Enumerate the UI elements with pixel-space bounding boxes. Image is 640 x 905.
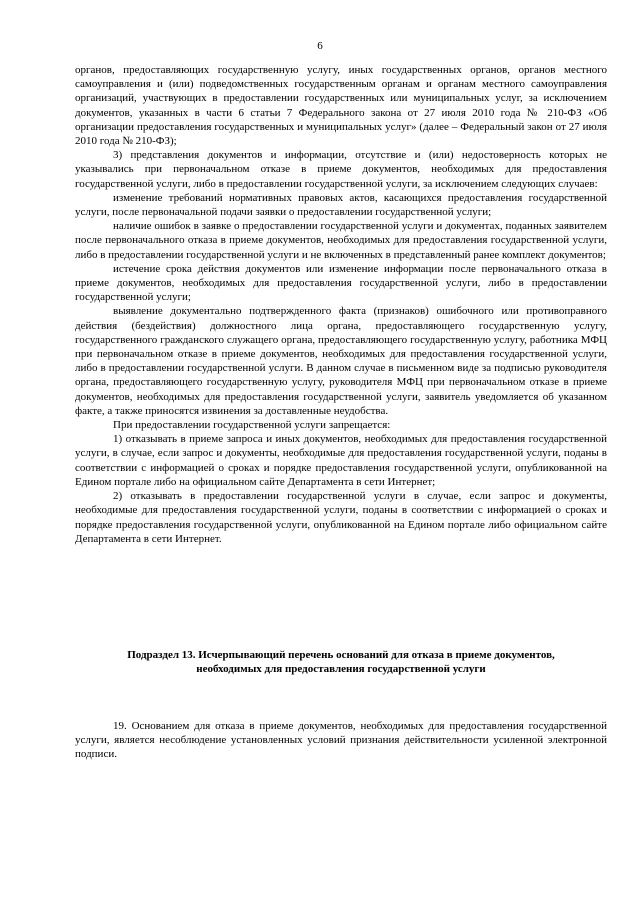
- body-text: [75, 63, 607, 546]
- final-text: [75, 719, 607, 762]
- paragraph-19: 19. Основанием для отказа в приеме документов, необходимых для предоставления государственной услуги, является несоблюдение установленных условий признания действительности усиленной электронной подписи.: [75, 720, 607, 761]
- paragraph-2: 3) представления документов и информации, отсутствие и (или) недостоверность которых не указывались при первоначальном отказе в приеме документов, необходимых для предоставления государственной услуги, либо в предоставлении государственной услуги, за исключением следующих случаев:: [75, 149, 607, 190]
- section-heading-line-2: необходимых для предоставления государственной услуги: [196, 663, 486, 676]
- paragraph-4: наличие ошибок в заявке о предоставлении государственной услуги и документах, поданных заявителем после первоначального отказа в приеме документов, необходимых для предоставления государственной услуги, либо в предоставлении государственной услуги и не включенных в представленный ранее комплект документов;: [75, 220, 607, 261]
- paragraph-8: 1) отказывать в приеме запроса и иных документов, необходимых для предоставления государственной услуги, в случае, если запрос и документы, необходимые для предоставления государственной услуги, поданы в соответствии с информацией о сроках и порядке предоставления государственной услуги, опубликованной на Едином портале либо на официальном сайте Департамента в сети Интернет;: [75, 433, 607, 488]
- section-heading: [75, 648, 607, 676]
- paragraph-5: истечение срока действия документов или изменение информации после первоначального отказа в приеме документов, необходимых для предоставления государственной услуги, либо в предоставлении государственной услуги;: [75, 262, 607, 304]
- paragraph-9: 2) отказывать в предоставлении государственной услуги в случае, если запрос и документы, необходимые для предоставления государственной услуги, поданы в соответствии с информацией о сроках и порядке предоставления государственной услуги, опубликованной на Едином портале либо официальном сайте Департамента в сети Интернет.: [75, 490, 607, 545]
- section-heading-line-1: Подраздел 13. Исчерпывающий перечень оснований для отказа в приеме документов,: [127, 649, 555, 661]
- paragraph-7: При предоставлении государственной услуги запрещается:: [113, 419, 391, 432]
- paragraph-1: органов, предоставляющих государственную услугу, иных государственных органов, органов местного самоуправления и (или) подведомственных государственным органам и органам местного самоуправления организаций, участвующих в предоставлении государственных или муниципальных услуг, за исключением документов, указанных в части 6 статьи 7 Федерального закона от 27 июля 2010 года № 210-ФЗ «Об организации предоставления государственных и муниципальных услуг» (далее – Федеральный закон от 27 июля 2010 года № 210-ФЗ);: [75, 64, 607, 148]
- page-number: 6: [317, 40, 323, 52]
- paragraph-6: выявление документально подтвержденного факта (признаков) ошибочного или противоправного действия (бездействия) должностного лица органа, предоставляющего государственную услугу, государственного гражданского служащего органа, предоставляющего государственную услугу, работника МФЦ при первоначальном отказе в приеме документов, необходимых для предоставления государственной услуги, либо в предоставлении государственной услуги. В данном случае в письменном виде за подписью руководителя органа, предоставляющего государственную услугу, руководителя МФЦ при первоначальном отказе в приеме документов, необходимых для предоставления государственной услуги, заявитель уведомляется об указанном факте, а также приносятся извинения за доставленные неудобства.: [75, 305, 607, 417]
- paragraph-3: изменение требований нормативных правовых актов, касающихся предоставления государственной услуги, после первоначальной подачи заявки о предоставлении государственной услуги;: [75, 191, 607, 219]
